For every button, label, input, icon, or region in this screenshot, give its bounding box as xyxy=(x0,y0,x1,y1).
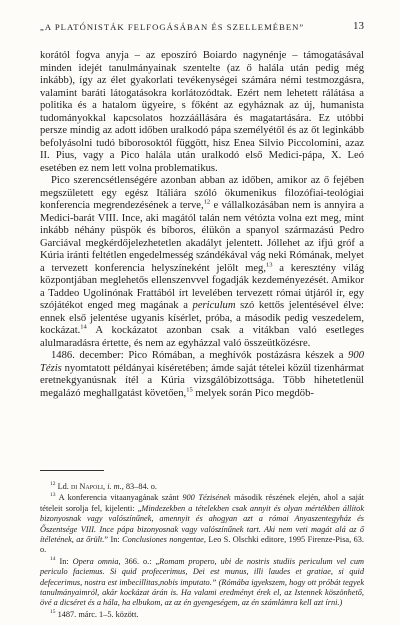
text-run: e vállalkozásában nem is annyira a Medici-barát VIII. Ince, aki magától talán nem vétózta volna ezt meg, mint inkább néhány püspök és bíboros, élükön a spanyol származású Pedro Garciával megkérdőjelezhetetlen akadályt jelentett. Jóllehet az ifjú gróf a Kúria iránti feltétlen engedelmesség szándékával vág neki Rómának, melyet a tervezett konferencia helyszíneként jelölt meg, xyxy=(40,200,364,274)
paragraph xyxy=(40,175,364,350)
footnote-number: 14 xyxy=(50,556,56,563)
footnote-ref: 12 xyxy=(203,198,211,206)
paragraph xyxy=(40,50,364,175)
text-run: második részének elején, ahol a saját tételeit sorolja fel, kijelenti: „ xyxy=(40,493,364,513)
footnote xyxy=(40,493,364,555)
footnote-ref: 14 xyxy=(80,323,87,331)
footnote-ref: 15 xyxy=(186,385,193,393)
text-run: , xyxy=(103,482,108,491)
italic-run: Opera omnia xyxy=(72,556,119,566)
footnotes xyxy=(40,482,364,621)
small-caps-run: di Napoli xyxy=(70,482,104,491)
text-run: A konferencia vitaanyagának szánt xyxy=(58,493,183,503)
text-run: , Leo S. Olschki editore, 1995 Firenze-Pisa, 63. o. xyxy=(40,535,364,555)
running-header xyxy=(40,18,364,32)
italic-run: 900 Tézis xyxy=(40,350,364,374)
footnote xyxy=(40,482,364,492)
text-run: , 83–84. o. xyxy=(121,482,157,491)
italic-run: 900 Tézisének xyxy=(182,493,231,503)
text-run: korától fogva anyja – az eposzíró Boiardo nagynénje – támogatásával minden idejét tanulmányainak szentelte (az ő halála után pedig még inkább), így az élet gyakorlati tevékenységei számára némi testmozgásra, valamint baráti látogatásokra korlátozódtak. Ezért nem lehetett rálátása a politika és a hatalom ügyeire, s főként az egyháznak az új, humanista tudományokkal kapcsolatos hozzáállására és magatartására. Ez utóbbi persze mindig az adott időben uralkodó pápa személyétől és az őt leginkább befolyásolni tudó bíborosoktól függött, hisz Enea Silvio Piccolomini, azaz II. Pius, vagy a Pico halála után uralkodó első Medici-pápa, X. Leó esetében ez nem lett volna problematikus. xyxy=(40,50,364,174)
text-run: Ld. xyxy=(57,482,71,491)
text-run: Pico szerencsétlenségére azonban abban az időben, amikor az ő fejében megszületett egy egész Itáliára szóló ökumenikus filozófiai-teológiai konferencia megrendezésének a terve, xyxy=(40,175,364,211)
italic-run: i. m. xyxy=(107,482,122,491)
text-run: A kockázatot azonban csak a vitákban való esetleges alulmaradásra értette, és nem az egyházzal való összeütközésre. xyxy=(40,325,364,349)
footnote xyxy=(40,610,364,620)
footnote-number: 13 xyxy=(50,492,56,499)
running-title: „A PLATÓNISTÁK FELFOGÁSÁBAN ÉS SZELLEMÉBEN” xyxy=(40,22,305,32)
footnote-separator xyxy=(40,470,104,471)
italic-run: Mindezekben a tételekben csak annyit és olyan mértékben állítok bizonyosnak vagy valószínűnek, amennyit és ahogyan azt a római Anyaszentegyház és Őszentsége VIII. Ince pápa bizonyosnak vagy valószínűnek tart. Aki nem veti magát alá az ő ítéletének, az őrült. xyxy=(40,503,365,545)
page-number: 13 xyxy=(353,20,364,32)
main-text xyxy=(40,50,364,400)
paragraph xyxy=(40,350,364,400)
text-run: , 366. o.: „ xyxy=(118,556,160,566)
text-run: nyomtatott példányai kíséretében; ámde saját tételei közül tizenhármat eretnekgyanúsnak ítél a Kúria vizsgálóbizottsága. Több hihetetlenül megalázó meghallgatást követően, xyxy=(40,362,364,399)
text-run: melyek során Pico megdöb- xyxy=(192,387,314,399)
text-run: In: xyxy=(59,556,73,566)
footnote-number: 15 xyxy=(50,609,56,616)
italic-run: periculum xyxy=(192,300,236,311)
text-run: szó kettős jelentésével élve: ennek első jelentése ugyanis kísérlet, próba, a második pedig veszedelem, kockázat. xyxy=(40,300,364,336)
footnote xyxy=(40,557,364,609)
text-run: 1486. december: Pico Rómában, a meghívók postázásra készek a xyxy=(51,350,349,361)
italic-run: Conclusiones nongentae xyxy=(122,535,204,545)
footnote-ref: 13 xyxy=(265,260,273,268)
text-run: 1487. márc. 1–5. között. xyxy=(57,609,139,619)
italic-run: Romam propero, ubi de nostris studiis periculum vel cum periculo faciemus. Si quid profecerimus, Dei est munus, illi laudes et gratiae, si quid defecerimus, nostra est imbecillitas,nobis imputato.” (Rómába igyekszem, hogy ott próbát tegyek tanulmányaimról, akár kockázat árán is. Ha valami eredményt érek el, az Istennek köszönhető, övé a dicséret és a hála, ha elbukom, az az én gyengeségem, az én számlámra kell azt írni.) xyxy=(40,556,365,608)
text-run: ” In: xyxy=(104,535,123,545)
footnote-number: 12 xyxy=(50,481,56,488)
text-run: a keresztény világ központjában meglehetős ellenszenvvel fogadják kezdeményezését. Amikor a Taddeo Ugolinónak Frattából írt levelében tervezett római útjáról ír, egy szójátékot enged meg magának a xyxy=(40,262,365,311)
